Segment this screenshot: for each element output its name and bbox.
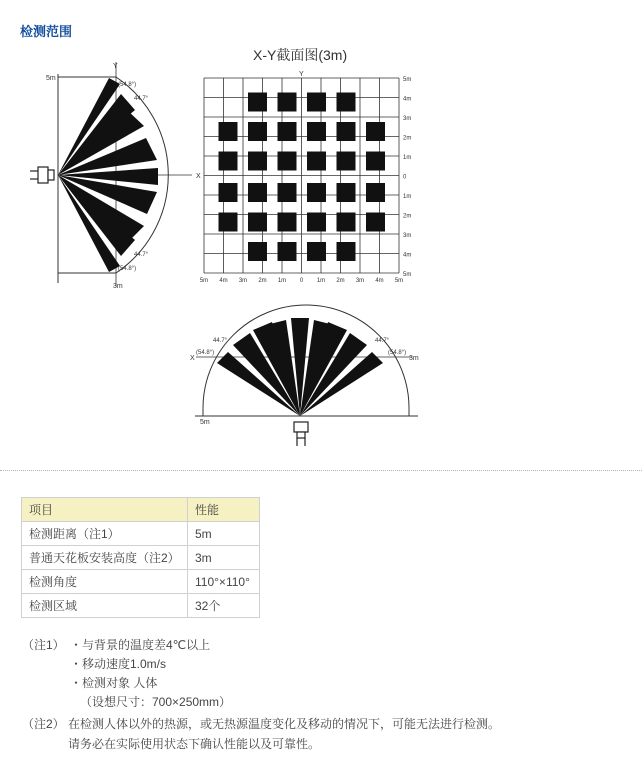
grid-bottom-label: 3m — [238, 278, 248, 284]
detection-cell — [278, 213, 297, 232]
grid-bottom-label: 1m — [316, 278, 326, 284]
spec-row-label: 检测角度 — [22, 570, 188, 594]
note1-line3: ・检测对象 人体 — [70, 676, 158, 690]
grid-bottom-label: 4m — [375, 278, 384, 284]
detection-cell — [337, 183, 356, 202]
table-row — [22, 570, 260, 594]
note1-label: （注1） — [22, 638, 65, 652]
detection-cell — [248, 183, 267, 202]
side-angle-outer-bottom: (54.8°) — [118, 266, 137, 272]
grid-bottom-label: 2m — [336, 278, 345, 284]
detection-cell — [366, 122, 385, 141]
detection-cell — [278, 93, 297, 112]
section-divider — [0, 470, 642, 471]
bottom-range-left: 5m — [200, 419, 210, 426]
detection-cell — [219, 122, 238, 141]
spec-row-label: 普通天花板安装高度（注2） — [22, 546, 188, 570]
detection-cell — [337, 152, 356, 171]
detection-cell — [337, 93, 356, 112]
grid-right-label: 2m — [403, 135, 412, 142]
bottom-view — [190, 305, 419, 446]
grid-right-label: 3m — [403, 116, 412, 122]
grid-right-label: 2m — [403, 213, 412, 220]
section-title: 检测范围 — [20, 24, 73, 39]
detection-cell — [307, 152, 326, 171]
detection-cell — [366, 213, 385, 232]
grid-bottom-label: 1m — [277, 278, 287, 284]
detection-cell — [337, 242, 356, 261]
xy-bottom-labels — [200, 278, 403, 284]
detection-cell — [366, 183, 385, 202]
xy-title: X-Y截面图(3m) — [253, 47, 348, 63]
note1-line1: ・与背景的温度差4℃以上 — [70, 638, 211, 652]
side-range-bottom: 3m — [113, 283, 123, 290]
bottom-axis-x: X — [190, 355, 195, 362]
spec-header-item: 项目 — [22, 498, 188, 522]
spec-row-value: 5m — [188, 522, 260, 546]
side-angle-inner-bottom: 44.7° — [134, 252, 149, 258]
sensor-icon-bottom — [294, 422, 308, 446]
bottom-angle-outer-left: (54.8°) — [196, 350, 215, 356]
grid-bottom-label: 5m — [394, 278, 404, 284]
spec-row-value: 32个 — [188, 594, 260, 618]
detection-cell — [366, 152, 385, 171]
sensor-icon-side — [30, 167, 54, 183]
spec-row-value: 110°×110° — [188, 570, 260, 594]
xy-axis-x: X — [196, 173, 201, 180]
detection-cell — [248, 152, 267, 171]
grid-right-label: 0 — [403, 174, 407, 181]
side-angle-inner-top: 44.7° — [134, 96, 149, 102]
detection-cell — [278, 122, 297, 141]
grid-right-label: 1m — [403, 155, 412, 161]
grid-bottom-label: 0 — [299, 278, 304, 284]
detection-cell — [307, 183, 326, 202]
bottom-angle-inner-left: 44.7° — [213, 338, 228, 344]
detection-cell — [307, 122, 326, 141]
grid-bottom-label: 2m — [258, 278, 267, 284]
grid-right-label: 5m — [403, 272, 412, 278]
detection-cell — [337, 122, 356, 141]
detection-cell — [337, 213, 356, 232]
xy-axis-y: Y — [299, 71, 304, 78]
detection-cell — [219, 183, 238, 202]
detection-cell — [248, 93, 267, 112]
detection-cell — [219, 213, 238, 232]
grid-right-label: 5m — [403, 77, 412, 83]
spec-row-value: 3m — [188, 546, 260, 570]
bottom-angle-inner-right: 44.7° — [375, 338, 390, 344]
grid-right-label: 1m — [403, 194, 412, 200]
grid-right-label: 3m — [403, 233, 412, 239]
side-axis-y: Y — [113, 63, 118, 70]
detection-cell — [278, 152, 297, 171]
spec-row-label: 检测距离（注1） — [22, 522, 188, 546]
note1-line2: ・移动速度1.0m/s — [70, 657, 167, 671]
detection-cell — [248, 242, 267, 261]
detection-cell — [248, 122, 267, 141]
spec-header-performance: 性能 — [188, 498, 260, 522]
xy-right-labels — [403, 77, 411, 278]
bottom-range-right: 3m — [409, 355, 419, 362]
detection-cell — [219, 152, 238, 171]
note2-line1: 在检测人体以外的热源，或无热源温度变化及移动的情况下，可能无法进行检测。 — [68, 717, 501, 731]
detection-cell — [278, 183, 297, 202]
side-view — [30, 62, 192, 290]
xy-section — [196, 47, 411, 284]
detection-cell — [307, 213, 326, 232]
table-row — [22, 594, 260, 618]
grid-right-label: 4m — [403, 96, 412, 103]
grid-bottom-label: 5m — [199, 278, 209, 284]
detection-cell — [248, 213, 267, 232]
spec-row-label: 检测区域 — [22, 594, 188, 618]
detection-cell — [307, 242, 326, 261]
grid-bottom-label: 3m — [355, 278, 365, 284]
detection-cell — [307, 93, 326, 112]
side-range-top: 5m — [46, 75, 56, 82]
side-angle-outer-top: (54.8°) — [118, 82, 137, 88]
note2-line2: 请务必在实际使用状态下确认性能以及可靠性。 — [68, 737, 321, 751]
bottom-angle-outer-right: (54.8°) — [388, 350, 407, 356]
detection-cell — [278, 242, 297, 261]
grid-right-label: 4m — [403, 252, 412, 259]
xy-grid — [204, 78, 399, 273]
table-row — [22, 522, 260, 546]
spec-table-header — [22, 498, 260, 522]
note2-label: （注2） — [22, 717, 65, 731]
grid-bottom-label: 4m — [219, 278, 228, 284]
table-row — [22, 546, 260, 570]
note1-line4: （设想尺寸：700×250mm） — [80, 695, 232, 709]
spec-table — [21, 497, 260, 618]
